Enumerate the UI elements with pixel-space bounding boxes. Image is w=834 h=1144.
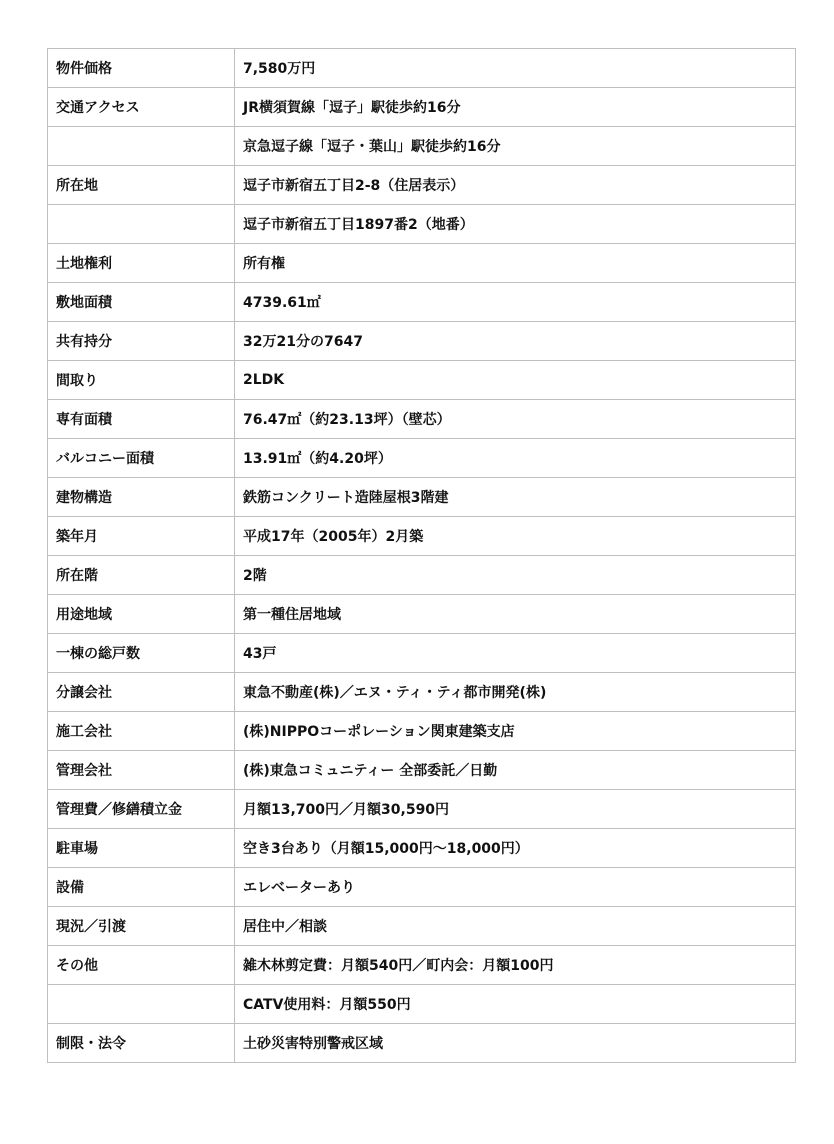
row-label: バルコニー面積 <box>48 439 235 478</box>
table-row <box>48 439 796 478</box>
row-label: 建物構造 <box>48 478 235 517</box>
row-value: CATV使用料：月額550円 <box>235 985 796 1024</box>
table-row <box>48 751 796 790</box>
row-value: 京急逗子線「逗子・葉山」駅徒歩約16分 <box>235 127 796 166</box>
table-row <box>48 556 796 595</box>
row-value: 東急不動産(株)／エヌ・ティ・ティ都市開発(株) <box>235 673 796 712</box>
table-row <box>48 673 796 712</box>
property-details-body <box>48 49 796 1063</box>
row-value: 76.47㎡（約23.13坪）（壁芯） <box>235 400 796 439</box>
row-label: その他 <box>48 946 235 985</box>
row-value: エレベーターあり <box>235 868 796 907</box>
row-label <box>48 205 235 244</box>
table-row <box>48 244 796 283</box>
table-row <box>48 712 796 751</box>
row-value: (株)NIPPOコーポレーション関東建築支店 <box>235 712 796 751</box>
row-value: 32万21分の7647 <box>235 322 796 361</box>
row-label: 交通アクセス <box>48 88 235 127</box>
row-label: 管理費／修繕積立金 <box>48 790 235 829</box>
row-value: 所有権 <box>235 244 796 283</box>
row-label: 所在地 <box>48 166 235 205</box>
row-label: 築年月 <box>48 517 235 556</box>
row-label: 施工会社 <box>48 712 235 751</box>
row-value: 第一種住居地域 <box>235 595 796 634</box>
table-row <box>48 634 796 673</box>
table-row <box>48 595 796 634</box>
row-value: 7,580万円 <box>235 49 796 88</box>
row-label <box>48 985 235 1024</box>
table-row <box>48 400 796 439</box>
table-row <box>48 985 796 1024</box>
row-value: (株)東急コミュニティー 全部委託／日勤 <box>235 751 796 790</box>
property-details-table <box>47 48 796 1063</box>
row-value: 4739.61㎡ <box>235 283 796 322</box>
row-value: 土砂災害特別警戒区域 <box>235 1024 796 1063</box>
table-row <box>48 829 796 868</box>
row-value: 鉄筋コンクリート造陸屋根3階建 <box>235 478 796 517</box>
row-label: 制限・法令 <box>48 1024 235 1063</box>
row-value: 空き3台あり（月額15,000円～18,000円） <box>235 829 796 868</box>
row-label: 設備 <box>48 868 235 907</box>
row-label: 間取り <box>48 361 235 400</box>
table-row <box>48 946 796 985</box>
row-label: 管理会社 <box>48 751 235 790</box>
table-row <box>48 283 796 322</box>
row-label: 現況／引渡 <box>48 907 235 946</box>
table-row <box>48 361 796 400</box>
table-row <box>48 478 796 517</box>
table-row <box>48 322 796 361</box>
row-value: 雑木林剪定費：月額540円／町内会：月額100円 <box>235 946 796 985</box>
row-label: 共有持分 <box>48 322 235 361</box>
row-value: 2階 <box>235 556 796 595</box>
row-value: 平成17年（2005年）2月築 <box>235 517 796 556</box>
row-value: 居住中／相談 <box>235 907 796 946</box>
row-value: 43戸 <box>235 634 796 673</box>
table-row <box>48 166 796 205</box>
row-value: 逗子市新宿五丁目2-8（住居表示） <box>235 166 796 205</box>
table-row <box>48 517 796 556</box>
property-details-sheet <box>47 48 786 1063</box>
table-row <box>48 205 796 244</box>
row-label: 物件価格 <box>48 49 235 88</box>
row-label: 駐車場 <box>48 829 235 868</box>
row-label <box>48 127 235 166</box>
table-row <box>48 790 796 829</box>
row-value: 2LDK <box>235 361 796 400</box>
row-value: 月額13,700円／月額30,590円 <box>235 790 796 829</box>
row-label: 分譲会社 <box>48 673 235 712</box>
table-row <box>48 127 796 166</box>
table-row <box>48 88 796 127</box>
row-label: 土地権利 <box>48 244 235 283</box>
row-label: 所在階 <box>48 556 235 595</box>
row-label: 敷地面積 <box>48 283 235 322</box>
table-row <box>48 907 796 946</box>
row-label: 専有面積 <box>48 400 235 439</box>
row-value: JR横須賀線「逗子」駅徒歩約16分 <box>235 88 796 127</box>
table-row <box>48 49 796 88</box>
table-row <box>48 1024 796 1063</box>
row-label: 用途地域 <box>48 595 235 634</box>
table-row <box>48 868 796 907</box>
row-label: 一棟の総戸数 <box>48 634 235 673</box>
row-value: 逗子市新宿五丁目1897番2（地番） <box>235 205 796 244</box>
row-value: 13.91㎡（約4.20坪） <box>235 439 796 478</box>
